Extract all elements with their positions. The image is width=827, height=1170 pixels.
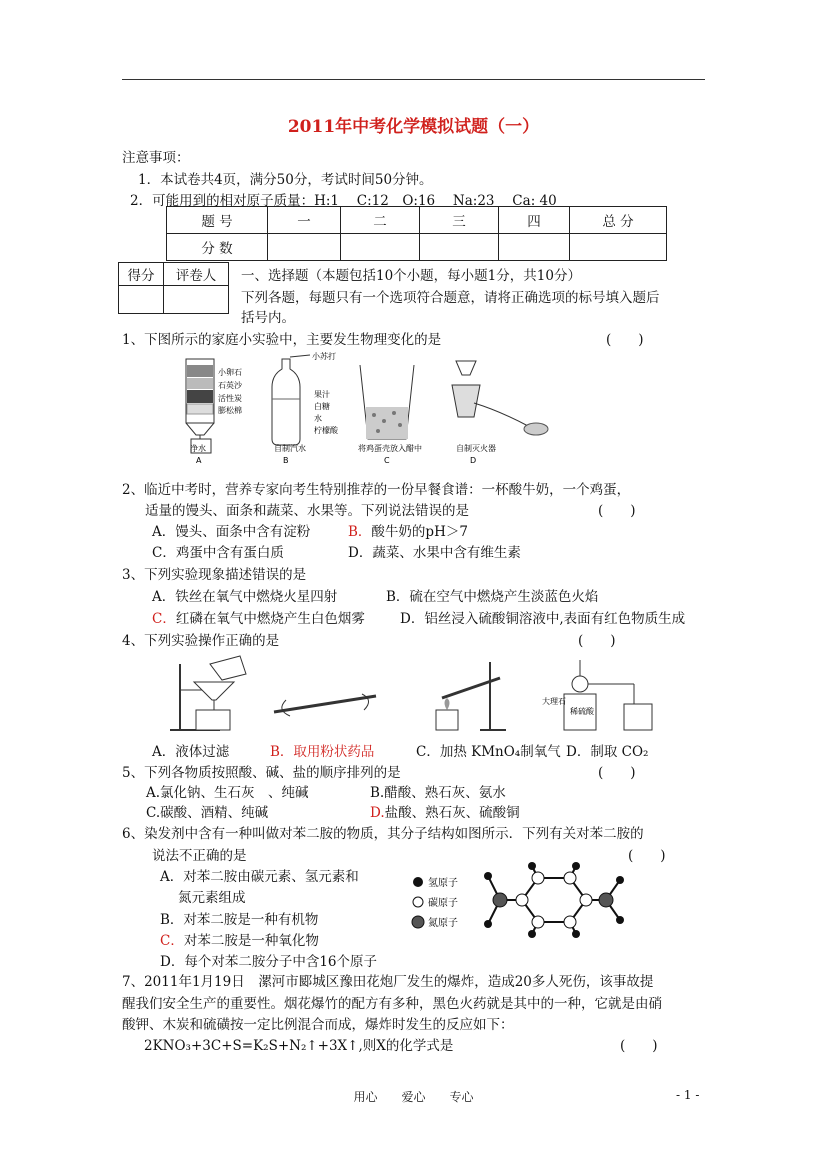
- q4-stem: 4、下列实验操作正确的是: [122, 633, 280, 649]
- q4-option-d: D．制取 CO₂: [566, 744, 649, 760]
- q4-fig-label-acid: 稀硫酸: [570, 707, 594, 716]
- molecule-atoms: [484, 862, 624, 938]
- q3-option-b: B．硫在空气中燃烧产生淡蓝色火焰: [386, 589, 599, 605]
- fig-b-label-1: 果汁: [314, 390, 330, 399]
- nitrogen-atom-icon: [412, 916, 424, 928]
- grader-name-cell[interactable]: [164, 286, 229, 314]
- q5-option-b: B.醋酸、熟石灰、氨水: [370, 785, 506, 801]
- q4-answer-paren[interactable]: ( ): [578, 633, 616, 649]
- q6-option-c-text: 对苯二胺是一种氧化物: [183, 933, 319, 949]
- gas-generator-icon: [564, 660, 652, 730]
- footer-motto: 用心 爱心 专心: [353, 1090, 474, 1104]
- fire-extinguisher-icon: [452, 361, 548, 435]
- score-cell[interactable]: [420, 234, 499, 261]
- q7-line-3: 酸钾、木炭和硫磺按一定比例混合而成，爆炸时发生的反应如下：: [122, 1017, 514, 1033]
- q2-option-b-letter: B．: [348, 524, 372, 540]
- score-header-label: 题 号: [167, 207, 268, 234]
- filtration-apparatus-icon: [170, 656, 246, 730]
- score-cell[interactable]: [341, 234, 420, 261]
- q2-option-b: [348, 520, 468, 540]
- score-cell[interactable]: [570, 234, 667, 261]
- notes-heading: 注意事项：: [122, 150, 190, 166]
- grader-table: [118, 262, 229, 314]
- q1-figure: [170, 351, 560, 469]
- q3-option-c-letter: C．: [152, 611, 176, 627]
- fig-a-label-3: 活性炭: [218, 394, 242, 403]
- q6-option-a-2: 氮元素组成: [178, 890, 246, 906]
- section1-instruction-2: 括号内。: [241, 310, 295, 326]
- legend-nitrogen: 氮原子: [428, 918, 458, 929]
- fig-a-caption: 净水: [190, 444, 206, 453]
- score-cell[interactable]: [499, 234, 570, 261]
- grader-score-cell[interactable]: [119, 286, 164, 314]
- q6-option-a-1: A．对苯二胺由碳元素、氢元素和: [160, 869, 359, 885]
- fig-b-label-2: 白糖: [314, 402, 330, 411]
- score-header-3: 三: [420, 207, 499, 234]
- section1-heading: 一、选择题（本题包括10个小题，每小题1分，共10分）: [241, 268, 581, 284]
- q1-answer-paren[interactable]: ( ): [606, 332, 644, 348]
- q6-answer-paren[interactable]: ( ): [628, 848, 666, 864]
- q2-option-a: A．馒头、面条中含有淀粉: [152, 524, 311, 540]
- q4-option-a: A．液体过滤: [152, 744, 230, 760]
- q6-option-b: B．对苯二胺是一种有机物: [160, 912, 319, 928]
- score-cell[interactable]: [268, 234, 341, 261]
- carbon-atom-icon: [413, 897, 423, 907]
- score-header-total: 总 分: [570, 207, 667, 234]
- q1-stem: 1、下图所示的家庭小实验中，主要发生物理变化的是: [122, 332, 442, 348]
- fig-c-caption: 将鸡蛋壳放入醋中: [358, 444, 422, 453]
- grader-score-label: 得分: [119, 263, 164, 286]
- fig-b-top-label: 小苏打: [312, 352, 336, 361]
- beaker-icon: [360, 365, 414, 439]
- fig-b-label-3: 水: [314, 414, 322, 423]
- q4-option-c: C．加热 KMnO₄制氧气: [416, 744, 561, 760]
- fig-a-label-4: 膨松棉: [218, 406, 242, 415]
- q2-option-d: D．蔬菜、水果中含有维生素: [348, 545, 521, 561]
- q6-stem-2: 说法不正确的是: [152, 848, 247, 864]
- q7-equation: 2KNO₃+3C+S=K₂S+N₂↑+3X↑,则X的化学式是: [144, 1038, 454, 1054]
- q4-figure: [150, 654, 660, 736]
- q6-option-c-letter: C．: [160, 933, 184, 949]
- section1-instruction-1: 下列各题，每题只有一个选项符合题意，请将正确选项的标号填入题后: [241, 290, 660, 306]
- q5-stem: 5、下列各物质按照酸、碱、盐的顺序排列的是: [122, 765, 401, 781]
- powder-spatula-icon: [274, 694, 376, 716]
- score-header-1: 一: [268, 207, 341, 234]
- q3-option-a: A．铁丝在氧气中燃烧火星四射: [152, 589, 338, 605]
- q2-option-b-text: 酸牛奶的pH＞7: [371, 524, 468, 540]
- q3-option-d: D．铝丝浸入硫酸铜溶液中,表面有红色物质生成: [400, 611, 686, 627]
- fig-a-label-2: 石英沙: [218, 381, 242, 390]
- q3-option-c-text: 红磷在氧气中燃烧产生白色烟雾: [175, 611, 365, 627]
- q5-option-d-text: 盐酸、熟石灰、硫酸铜: [384, 805, 520, 821]
- q5-answer-paren[interactable]: ( ): [598, 765, 636, 781]
- fig-b-label-4: 柠檬酸: [314, 426, 338, 435]
- page-number: - 1 -: [676, 1088, 700, 1102]
- fig-c-letter: C: [384, 456, 390, 465]
- q5-option-c: C.碳酸、酒精、纯碱: [146, 805, 269, 821]
- water-filter-icon: [186, 359, 214, 453]
- notes-line-1: 1．本试卷共4页，满分50分，考试时间50分钟。: [138, 172, 433, 188]
- grader-name-label: 评卷人: [164, 263, 229, 286]
- score-header-4: 四: [499, 207, 570, 234]
- fig-b-caption: 自制汽水: [274, 444, 306, 453]
- q3-stem: 3、下列实验现象描述错误的是: [122, 567, 307, 583]
- page-title: 2011年中考化学模拟试题（一）: [287, 117, 540, 137]
- legend-carbon: 碳原子: [428, 898, 458, 909]
- fig-a-label-1: 小卵石: [218, 368, 242, 377]
- q5-option-d: [370, 801, 520, 821]
- q2-answer-paren[interactable]: ( ): [598, 503, 636, 519]
- legend-hydrogen: 氢原子: [428, 878, 458, 889]
- q6-option-c: [160, 929, 319, 949]
- q7-answer-paren[interactable]: ( ): [620, 1038, 658, 1054]
- header-rule: [122, 79, 705, 80]
- q5-option-d-letter: D.: [370, 805, 385, 821]
- q6-stem-1: 6、染发剂中含有一种叫做对苯二胺的物质，其分子结构如图所示．下列有关对苯二胺的: [122, 826, 644, 842]
- molecule-figure: [410, 860, 660, 940]
- fig-d-letter: D: [470, 456, 477, 465]
- score-table: [166, 206, 667, 261]
- q2-stem-1: 2、临近中考时，营养专家向考生特别推荐的一份早餐食谱：一杯酸牛奶，一个鸡蛋，: [122, 482, 631, 498]
- hydrogen-atom-icon: [413, 877, 423, 887]
- fig-d-caption: 自制灭火器: [456, 444, 496, 453]
- score-header-2: 二: [341, 207, 420, 234]
- q4-option-b: B．取用粉状药品: [270, 744, 375, 760]
- score-row-label: 分 数: [167, 234, 268, 261]
- q2-stem-2: 适量的馒头、面条和蔬菜、水果等。下列说法错误的是: [145, 503, 469, 519]
- q2-option-c: C．鸡蛋中含有蛋白质: [152, 545, 284, 561]
- fig-a-letter: A: [196, 456, 202, 465]
- q4-fig-label-marble: 大理石: [542, 697, 566, 706]
- heating-apparatus-icon: [436, 662, 506, 730]
- soda-bottle-icon: [272, 355, 310, 445]
- fig-b-letter: B: [283, 456, 289, 465]
- q6-option-d: D．每个对苯二胺分子中含16个原子: [160, 954, 378, 970]
- notes-line-2: 2．可能用到的相对原子质量：H:1 C:12 O:16 Na:23 Ca: 40: [130, 193, 557, 209]
- q3-option-c: [152, 607, 365, 627]
- q5-option-a: A.氯化钠、生石灰 、纯碱: [146, 785, 309, 801]
- q7-line-2: 醒我们安全生产的重要性。烟花爆竹的配方有多种，黑色火药就是其中的一种，它就是由硝: [122, 996, 662, 1012]
- q7-line-1: 7、2011年1月19日 漯河市郾城区豫田花炮厂发生的爆炸，造成20多人死伤，该事故提: [122, 974, 654, 990]
